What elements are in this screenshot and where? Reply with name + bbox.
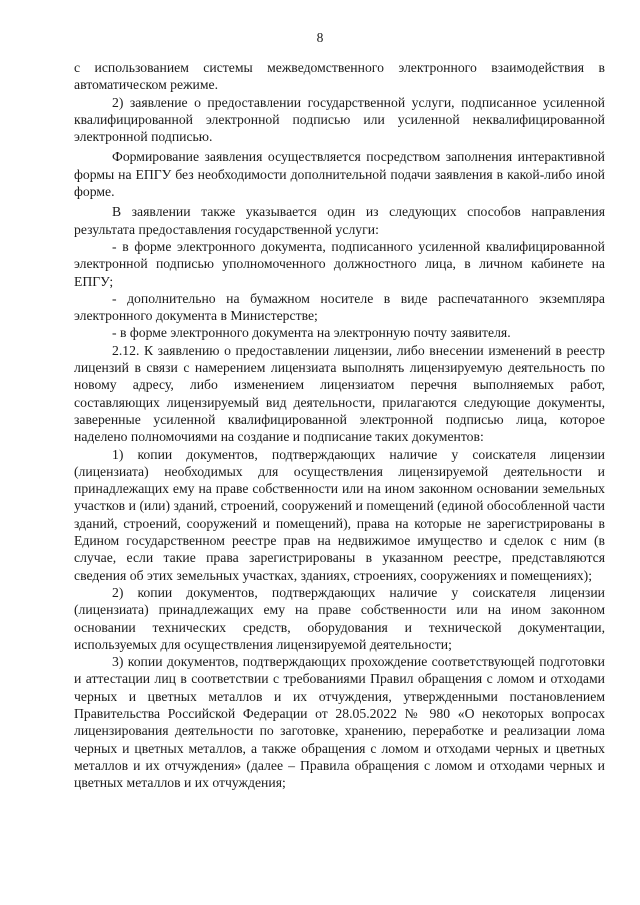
paragraph-continuation: с использованием системы межведомственного электронного взаимодействия в автоматическом режиме. [74, 60, 605, 93]
paragraph-result-methods: В заявлении также указывается один из следующих способов направления результата предоставления государственной услуги: [74, 204, 605, 237]
paragraph-section-2-12: 2.12. К заявлению о предоставлении лицензии, либо внесении изменений в реестр лицензий в связи с намерением лицензиата выполнять лицензируемую деятельность по новому адресу, либо изменением лицензиатом перечня выполняемых работ, составляющих лицензируемый вид деятельности, прилагаются следующие документы, заверенные усиленной квалифицированной электронной подписью лица, которое наделено полномочиями на создание и подписание таких документов: [74, 342, 605, 445]
paragraph-application-forming: Формирование заявления осуществляется посредством заполнения интерактивной формы на ЕПГУ без необходимости дополнительной подачи заявления в какой-либо иной форме. [74, 149, 605, 200]
document-body [74, 59, 605, 791]
paragraph-method-paper: - дополнительно на бумажном носителе в виде распечатанного экземпляра электронного документа в Министерстве; [74, 290, 605, 324]
paragraph-method-email: - в форме электронного документа на электронную почту заявителя. [112, 325, 511, 341]
paragraph-application-item-2: 2) заявление о предоставлении государственной услуги, подписанное усиленной квалифицированной электронной подписью или усиленной неквалифицированной электронной подписью. [74, 94, 605, 145]
paragraph-documents-item-3: 3) копии документов, подтверждающих прохождение соответствующей подготовки и аттестации лиц в соответствии с требованиями Правил обращения с ломом и отходами черных и цветных металлов и их отчуждения, утвержденными постановлением Правительства Российской Федерации от 28.05.2022 № 980 «О некоторых вопросах лицензирования деятельности по заготовке, хранению, переработке и реализации лома черных и цветных металлов, а также обращения с ломом и отходами черных и цветных металлов и их отчуждения» (далее – Правила обращения с ломом и отходами черных и цветных металлов и их отчуждения; [74, 654, 605, 791]
paragraph-documents-item-2: 2) копии документов, подтверждающих наличие у соискателя лицензии (лицензиата) принадлежащих ему на праве собственности или на ином законном основании технических средств, оборудования и технической документации, используемых для осуществления лицензируемой деятельности; [74, 584, 605, 652]
paragraph-method-epgu: - в форме электронного документа, подписанного усиленной квалифицированной электронной подписью уполномоченного должностного лица, в личном кабинете на ЕПГУ; [74, 238, 605, 289]
page-number: 8 [316, 30, 324, 45]
paragraph-documents-item-1: 1) копии документов, подтверждающих наличие у соискателя лицензии (лицензиата) необходимых для осуществления лицензируемой деятельности и принадлежащих ему на праве собственности или на ином законном основании земельных участков и (или) зданий, строений, сооружений и помещений (единой обособленной части зданий, строений, сооружений и помещений), права на которые не зарегистрированы в Едином государственном реестре прав на недвижимое имущество и сделок с ним (в случае, если такие права зарегистрированы в указанном реестре, представляются сведения об этих земельных участках, зданиях, строениях, сооружениях и помещениях); [74, 446, 605, 583]
